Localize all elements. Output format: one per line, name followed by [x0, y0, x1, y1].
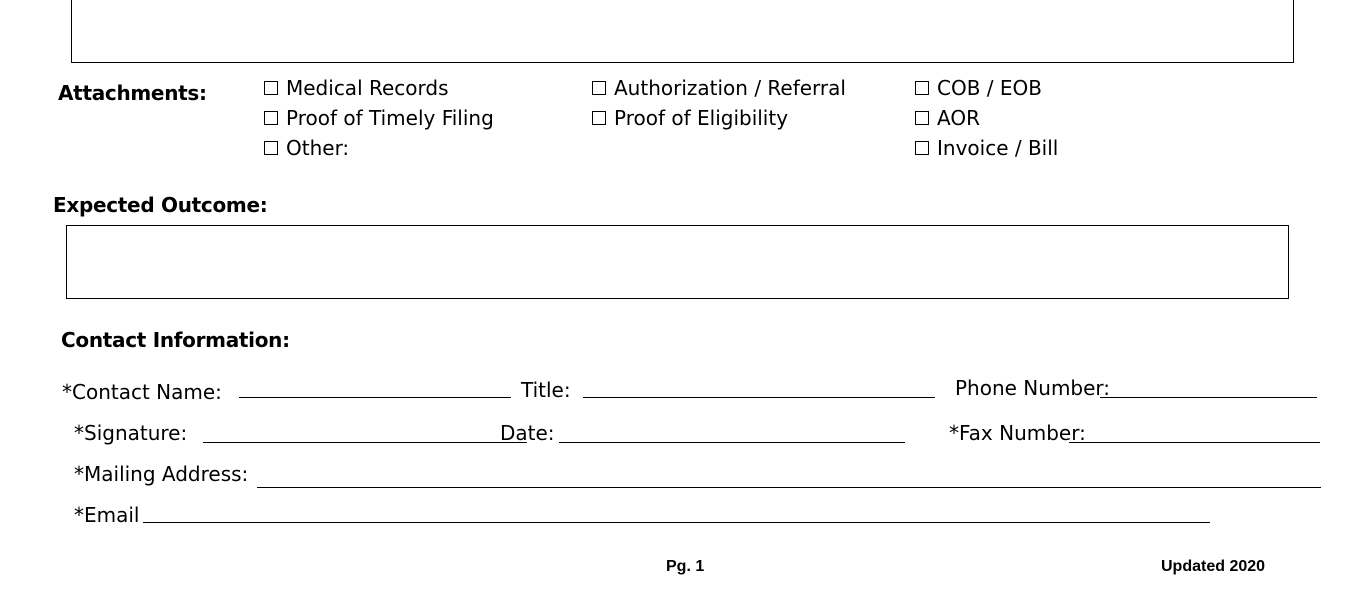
- checkbox-label: Proof of Eligibility: [614, 106, 789, 130]
- checkbox-label: AOR: [937, 106, 980, 130]
- mailing-address-label: *Mailing Address:: [74, 462, 249, 486]
- attachments-heading: Attachments:: [58, 81, 207, 105]
- aor-checkbox[interactable]: [915, 106, 980, 130]
- title-label: Title:: [521, 378, 571, 402]
- title-field[interactable]: [583, 397, 935, 398]
- date-field[interactable]: [559, 442, 905, 443]
- other-checkbox[interactable]: [264, 136, 349, 160]
- contact-name-field[interactable]: [239, 397, 511, 398]
- checkbox-label: Authorization / Referral: [614, 76, 846, 100]
- checkbox-square-icon: [264, 111, 278, 125]
- page-number: Pg. 1: [666, 558, 705, 575]
- proof-timely-filing-checkbox[interactable]: [264, 106, 494, 130]
- checkbox-square-icon: [915, 111, 929, 125]
- phone-number-field[interactable]: [1100, 397, 1317, 398]
- checkbox-square-icon: [592, 81, 606, 95]
- checkbox-square-icon: [915, 81, 929, 95]
- contact-name-label: *Contact Name:: [62, 380, 222, 404]
- contact-information-heading: Contact Information:: [61, 328, 290, 352]
- fax-number-field[interactable]: [1069, 442, 1320, 443]
- proof-eligibility-checkbox[interactable]: [592, 106, 788, 130]
- email-field[interactable]: [143, 522, 1210, 523]
- cob-eob-checkbox[interactable]: [915, 76, 1042, 100]
- fax-number-label: *Fax Number:: [949, 421, 1086, 445]
- checkbox-square-icon: [592, 111, 606, 125]
- expected-outcome-heading: Expected Outcome:: [53, 193, 268, 217]
- checkbox-label: Medical Records: [286, 76, 449, 100]
- email-label: *Email: [74, 503, 140, 527]
- expected-outcome-textbox[interactable]: [66, 225, 1289, 299]
- checkbox-square-icon: [264, 81, 278, 95]
- invoice-bill-checkbox[interactable]: [915, 136, 1058, 160]
- date-label: Date:: [500, 421, 555, 445]
- previous-section-textbox[interactable]: [71, 0, 1294, 63]
- medical-records-checkbox[interactable]: [264, 76, 449, 100]
- authorization-referral-checkbox[interactable]: [592, 76, 846, 100]
- checkbox-label: Invoice / Bill: [937, 136, 1059, 160]
- checkbox-label: Other:: [286, 136, 350, 160]
- checkbox-square-icon: [264, 141, 278, 155]
- signature-label: *Signature:: [74, 421, 188, 445]
- checkbox-label: COB / EOB: [937, 76, 1042, 100]
- mailing-address-field[interactable]: [257, 487, 1321, 488]
- checkbox-square-icon: [915, 141, 929, 155]
- signature-field[interactable]: [203, 442, 527, 443]
- checkbox-label: Proof of Timely Filing: [286, 106, 494, 130]
- updated-year: Updated 2020: [1161, 558, 1266, 575]
- phone-number-label: Phone Number:: [955, 376, 1111, 400]
